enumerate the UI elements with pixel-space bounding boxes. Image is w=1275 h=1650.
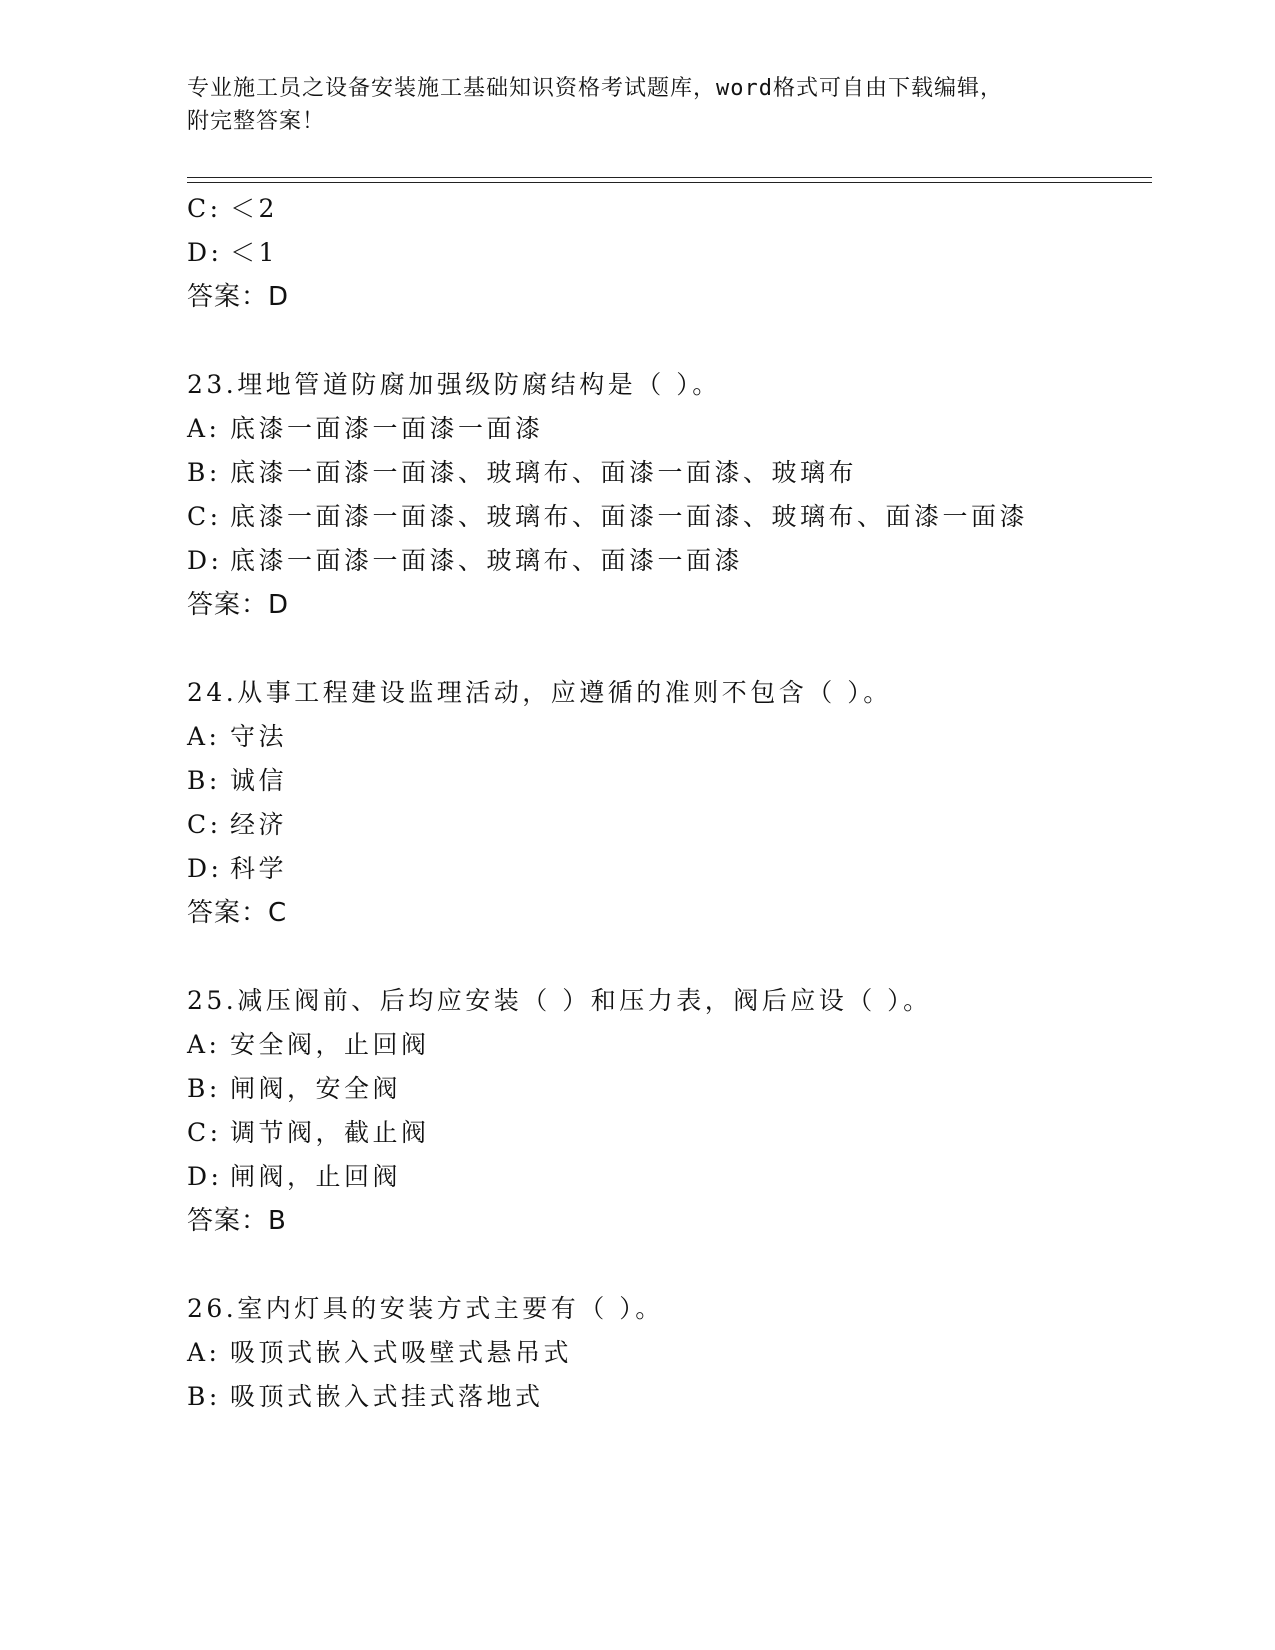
option-d [187,238,278,268]
option-label: A: [187,1030,221,1059]
option-text: ＜1 [230,238,278,267]
option-text: 闸阀，安全阀 [230,1074,402,1103]
option-d [187,546,743,576]
option-label: C: [187,194,222,223]
question-23: 23.埋地管道防腐加强级防腐结构是（ ）。 [187,370,721,399]
option-c [187,1118,430,1148]
option-label: A: [187,722,221,751]
option-label: D: [187,546,223,575]
option-c [187,502,1028,532]
option-text: ＜2 [230,194,278,223]
option-d [187,854,287,884]
option-c [187,194,278,224]
option-label: C: [187,810,222,839]
option-text: 科学 [230,854,288,883]
option-text: 吸顶式嵌入式吸壁式悬吊式 [230,1338,573,1367]
question-25: 25.减压阀前、后均应安装（ ）和压力表，阀后应设（ ）。 [187,986,932,1015]
option-label: D: [187,1162,223,1191]
option-label: D: [187,854,223,883]
header-divider-top [187,177,1152,178]
answer-line: 答案：D [187,590,290,620]
option-text: 吸顶式嵌入式挂式落地式 [230,1382,544,1411]
option-label: A: [187,1338,221,1367]
option-text: 底漆一面漆一面漆、玻璃布、面漆一面漆、玻璃布 [230,458,858,487]
option-a [187,414,544,444]
option-text: 经济 [230,810,288,839]
option-a [187,722,287,752]
option-label: C: [187,502,222,531]
option-c [187,810,287,840]
option-label: C: [187,1118,222,1147]
option-b [187,766,287,796]
option-label: B: [187,458,221,487]
option-label: B: [187,1382,221,1411]
answer-line: 答案：C [187,898,288,928]
option-b [187,1382,544,1412]
option-text: 底漆一面漆一面漆一面漆 [230,414,544,443]
option-text: 底漆一面漆一面漆、玻璃布、面漆一面漆、玻璃布、面漆一面漆 [230,502,1029,531]
option-text: 安全阀，止回阀 [230,1030,430,1059]
option-label: D: [187,238,223,267]
option-text: 底漆一面漆一面漆、玻璃布、面漆一面漆 [230,546,744,575]
answer-line: 答案：B [187,1206,287,1236]
option-label: A: [187,414,221,443]
document-header [187,72,1067,138]
question-26: 26.室内灯具的安装方式主要有（ ）。 [187,1294,664,1323]
option-label: B: [187,766,221,795]
option-a [187,1030,430,1060]
option-d [187,1162,401,1192]
option-text: 闸阀，止回阀 [230,1162,402,1191]
answer-line: 答案：D [187,282,290,312]
option-label: B: [187,1074,221,1103]
option-a [187,1338,572,1368]
header-divider-bottom [187,182,1152,183]
option-b [187,1074,401,1104]
header-line-1: 专业施工员之设备安装施工基础知识资格考试题库，word格式可自由下载编辑， [187,76,1003,101]
option-text: 诚信 [230,766,288,795]
option-b [187,458,857,488]
option-text: 调节阀，截止阀 [230,1118,430,1147]
option-text: 守法 [230,722,288,751]
question-24: 24.从事工程建设监理活动，应遵循的准则不包含（ ）。 [187,678,892,707]
header-line-2: 附完整答案！ [187,109,326,134]
